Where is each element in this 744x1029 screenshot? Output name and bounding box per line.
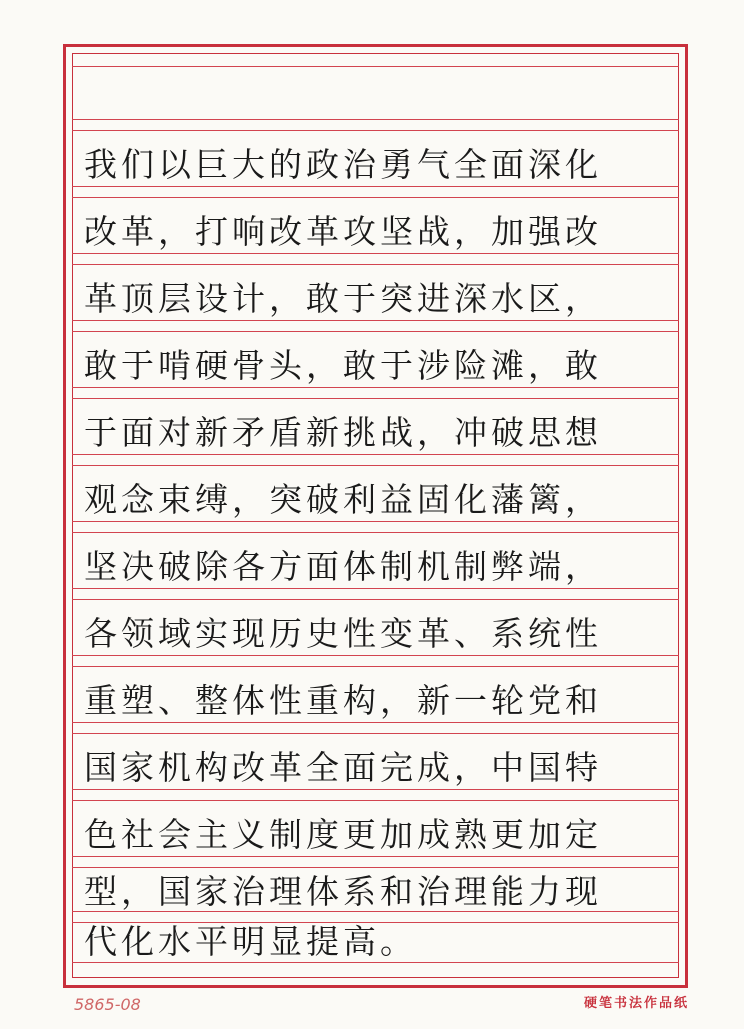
ruled-line [72,867,679,868]
ruled-line [72,588,679,589]
ruled-line [72,398,679,399]
text-line: 重塑、整体性重构，新一轮党和 [84,681,602,720]
ruled-line [72,733,679,734]
text-line: 敢于啃硬骨头，敢于涉险滩，敢 [84,346,602,385]
ruled-line [72,856,679,857]
text-line: 色社会主义制度更加成熟更加定 [84,815,602,854]
ruled-line [72,197,679,198]
ruled-line [72,465,679,466]
ruled-line [72,962,679,963]
ruled-line [72,655,679,656]
ruled-line [72,521,679,522]
ruled-line [72,454,679,455]
ruled-line [72,331,679,332]
text-line: 国家机构改革全面完成，中国特 [84,748,602,787]
text-line: 坚决破除各方面体制机制弊端， [84,547,602,586]
paper-type-label: 硬笔书法作品纸 [583,996,689,1011]
text-line: 各领域实现历史性变革、系统性 [84,614,602,653]
ruled-line [72,186,679,187]
ruled-line [72,130,679,131]
text-line: 我们以巨大的政治勇气全面深化 [84,145,602,184]
ruled-line [72,800,679,801]
text-line: 代化水平明显提高。 [84,922,417,961]
ruled-line [72,66,679,67]
ruled-line [72,253,679,254]
ruled-line [72,119,679,120]
ruled-line [72,722,679,723]
product-code: 5865-08 [74,995,141,1014]
ruled-line [72,532,679,533]
ruled-line [72,387,679,388]
ruled-line [72,264,679,265]
text-line: 于面对新矛盾新挑战，冲破思想 [84,413,602,452]
text-line: 型，国家治理体系和治理能力现 [84,872,602,911]
text-line: 观念束缚，突破利益固化藩篱， [84,480,602,519]
text-line: 改革，打响改革攻坚战，加强改 [84,212,602,251]
ruled-line [72,789,679,790]
ruled-line [72,599,679,600]
ruled-line [72,666,679,667]
ruled-line [72,320,679,321]
text-line: 革顶层设计，敢于突进深水区， [84,279,602,318]
